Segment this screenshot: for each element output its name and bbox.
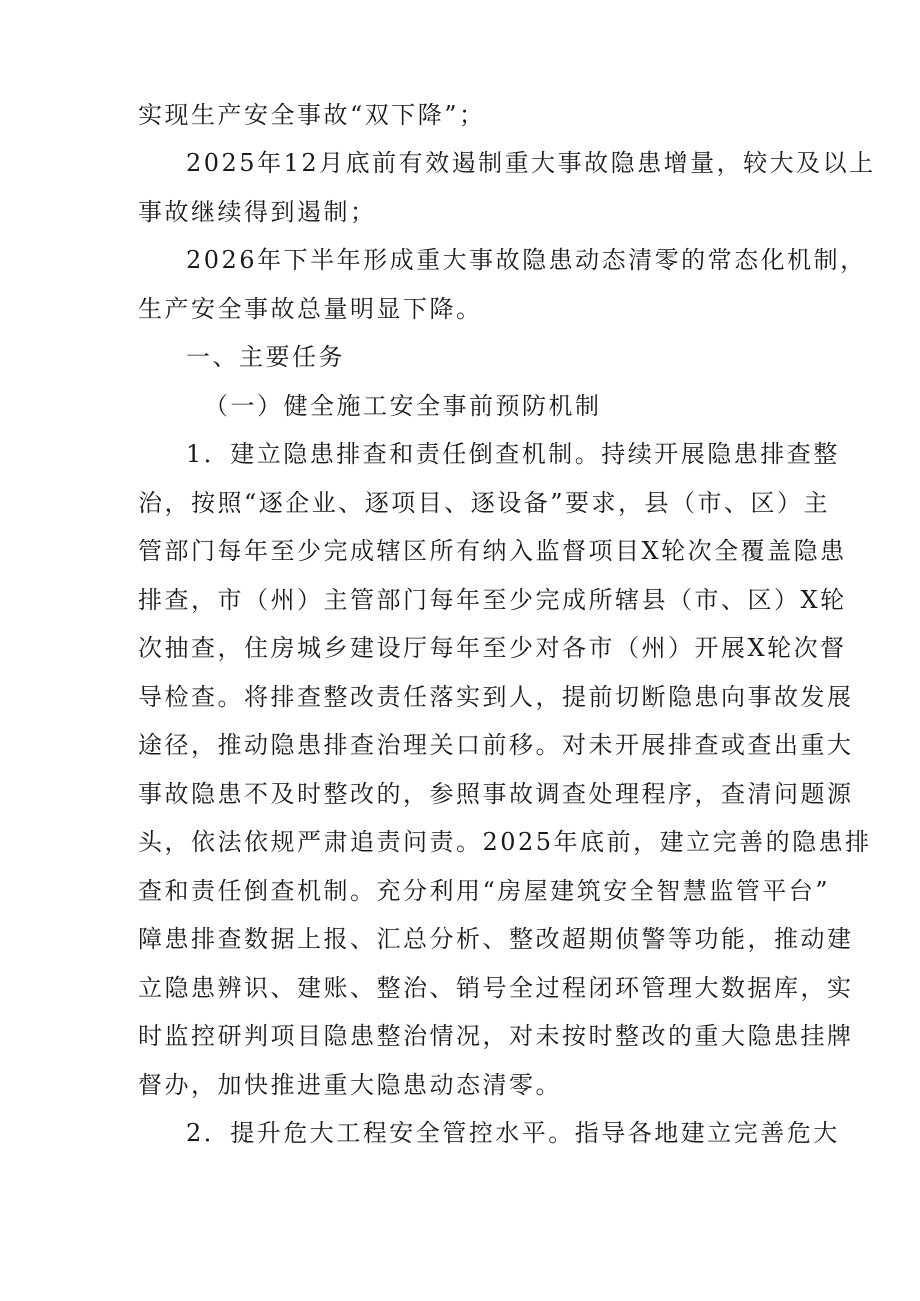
paragraph-line: 途径，推动隐患排查治理关口前移。对未开展排查或查出重大 <box>138 731 854 759</box>
paragraph-line: 生产安全事故总量明显下降。 <box>138 295 483 323</box>
paragraph-line: 督办，加快推进重大隐患动态清零。 <box>138 1071 562 1099</box>
paragraph-line: 事故继续得到遏制； <box>138 198 377 226</box>
paragraph-line: 次抽查，住房城乡建设厅每年至少对各市（州）开展X轮次督 <box>138 634 847 662</box>
paragraph-line: 管部门每年至少完成辖区所有纳入监督项目X轮次全覆盖隐患 <box>138 537 847 565</box>
paragraph-line: 导检查。将排查整改责任落实到人，提前切断隐患向事故发展 <box>138 683 854 711</box>
paragraph-line: 2．提升危大工程安全管控水平。指导各地建立完善危大 <box>186 1119 840 1147</box>
paragraph-line: 时监控研判项目隐患整治情况，对未按时整改的重大隐患挂牌 <box>138 1022 854 1050</box>
paragraph-line: 头，依法依规严肃追责问责。2025年底前，建立完善的隐患排 <box>138 828 872 856</box>
section-heading: 一、主要任务 <box>186 343 345 371</box>
paragraph-line: 治，按照“逐企业、逐项目、逐设备”要求，县（市、区）主 <box>138 489 831 517</box>
paragraph-line: 实现生产安全事故“双下降”； <box>138 101 486 129</box>
paragraph-line: 查和责任倒查机制。充分利用“房屋建筑安全智慧监管平台” <box>138 877 831 905</box>
paragraph-line: 2026年下半年形成重大事故隐患动态清零的常态化机制， <box>186 246 867 274</box>
paragraph-line: 障患排查数据上报、汇总分析、整改超期侦警等功能，推动建 <box>138 925 854 953</box>
paragraph-line: 事故隐患不及时整改的，参照事故调查处理程序，查清问题源 <box>138 780 854 808</box>
paragraph-line: 1．建立隐患排查和责任倒查机制。持续开展隐患排查整 <box>186 440 840 468</box>
paragraph-line: 排查，市（州）主管部门每年至少完成所辖县（市、区）X轮 <box>138 586 847 614</box>
subsection-heading: （一）健全施工安全事前预防机制 <box>204 392 602 420</box>
paragraph-line: 立隐患辨识、建账、整治、销号全过程闭环管理大数据库，实 <box>138 974 854 1002</box>
paragraph-line: 2025年12月底前有效遏制重大事故隐患增量，较大及以上 <box>186 149 876 177</box>
